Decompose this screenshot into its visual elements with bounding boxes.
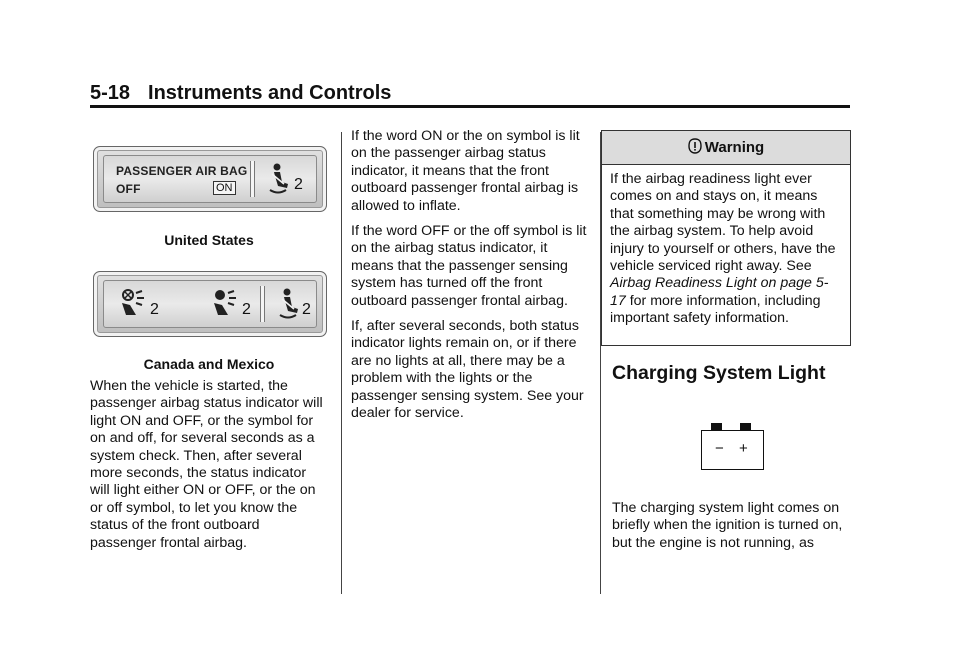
us-airbag-indicator-panel (93, 146, 327, 212)
airbag-on-icon (208, 287, 242, 321)
warning-text-end: for more information, including important safety information. (610, 292, 821, 327)
paragraph: If the word OFF or the off symbol is lit on the airbag status indicator, it means that the passenger sensing system has turned off the front outboard passenger frontal airbag. (351, 223, 587, 309)
airbag-readiness-link[interactable]: Airbag Readiness Light on page 5-17 (610, 275, 829, 309)
passenger-seat-icon (264, 162, 292, 196)
icon-number: 2 (294, 176, 303, 193)
page-header (90, 82, 391, 105)
battery-plus: + (739, 440, 748, 457)
paragraph: If the word ON or the on symbol is lit on the passenger airbag status indicator, it means that the front outboard passenger frontal airbag is allowed to inflate. (351, 128, 580, 214)
panel-divider (250, 161, 255, 197)
battery-minus: − (715, 440, 724, 457)
section-title: Instruments and Controls (148, 82, 392, 104)
warning-icon (688, 138, 702, 154)
warning-text: If the airbag readiness light ever comes on and stays on, it means that something may be wrong with the airbag system. To help avoid injury to yourself or others, have the vehicle serviced right away. See (610, 171, 836, 275)
passenger-seat-icon (274, 287, 302, 321)
panel-divider (260, 286, 265, 322)
warning-body (602, 165, 850, 328)
airbag-off-icon (116, 287, 150, 321)
icon-number-1: 2 (150, 301, 159, 318)
warning-title: Warning (704, 139, 765, 156)
column-divider-1 (341, 132, 342, 594)
page-number: 5-18 (90, 82, 131, 104)
warning-header (602, 131, 850, 165)
paragraph: When the vehicle is started, the passenger airbag status indicator will light ON and OFF, or the symbol for on and off, for several seconds as a system check. Then, after several more seconds, the status indicator will light either ON or OFF, or the on or off symbol, to let you know the status of the front outboard passenger frontal airbag. (90, 378, 323, 551)
warning-box (601, 130, 851, 346)
off-label: OFF (116, 182, 141, 196)
canada-airbag-indicator-panel (93, 271, 327, 337)
charging-system-title: Charging System Light (612, 362, 826, 384)
icon-number-3: 2 (302, 301, 311, 318)
paragraph: The charging system light comes on briefly when the ignition is turned on, but the engine is not running, as (612, 500, 843, 551)
paragraph: If, after several seconds, both status indicator lights remain on, or if there are no lights at all, there may be a problem with the lights or the passenger sensing system. See your dealer for service. (351, 318, 584, 422)
battery-icon (701, 430, 764, 470)
charging-text (612, 500, 852, 560)
icon-number-2: 2 (242, 301, 251, 318)
column-2-text (351, 128, 591, 431)
header-rule (90, 105, 850, 108)
column-1-text (90, 378, 328, 560)
on-label: ON (213, 181, 236, 195)
figure-caption-us: United States (164, 232, 254, 248)
figure-caption-canada: Canada and Mexico (143, 356, 275, 372)
passenger-air-bag-label: PASSENGER AIR BAG (116, 164, 248, 178)
